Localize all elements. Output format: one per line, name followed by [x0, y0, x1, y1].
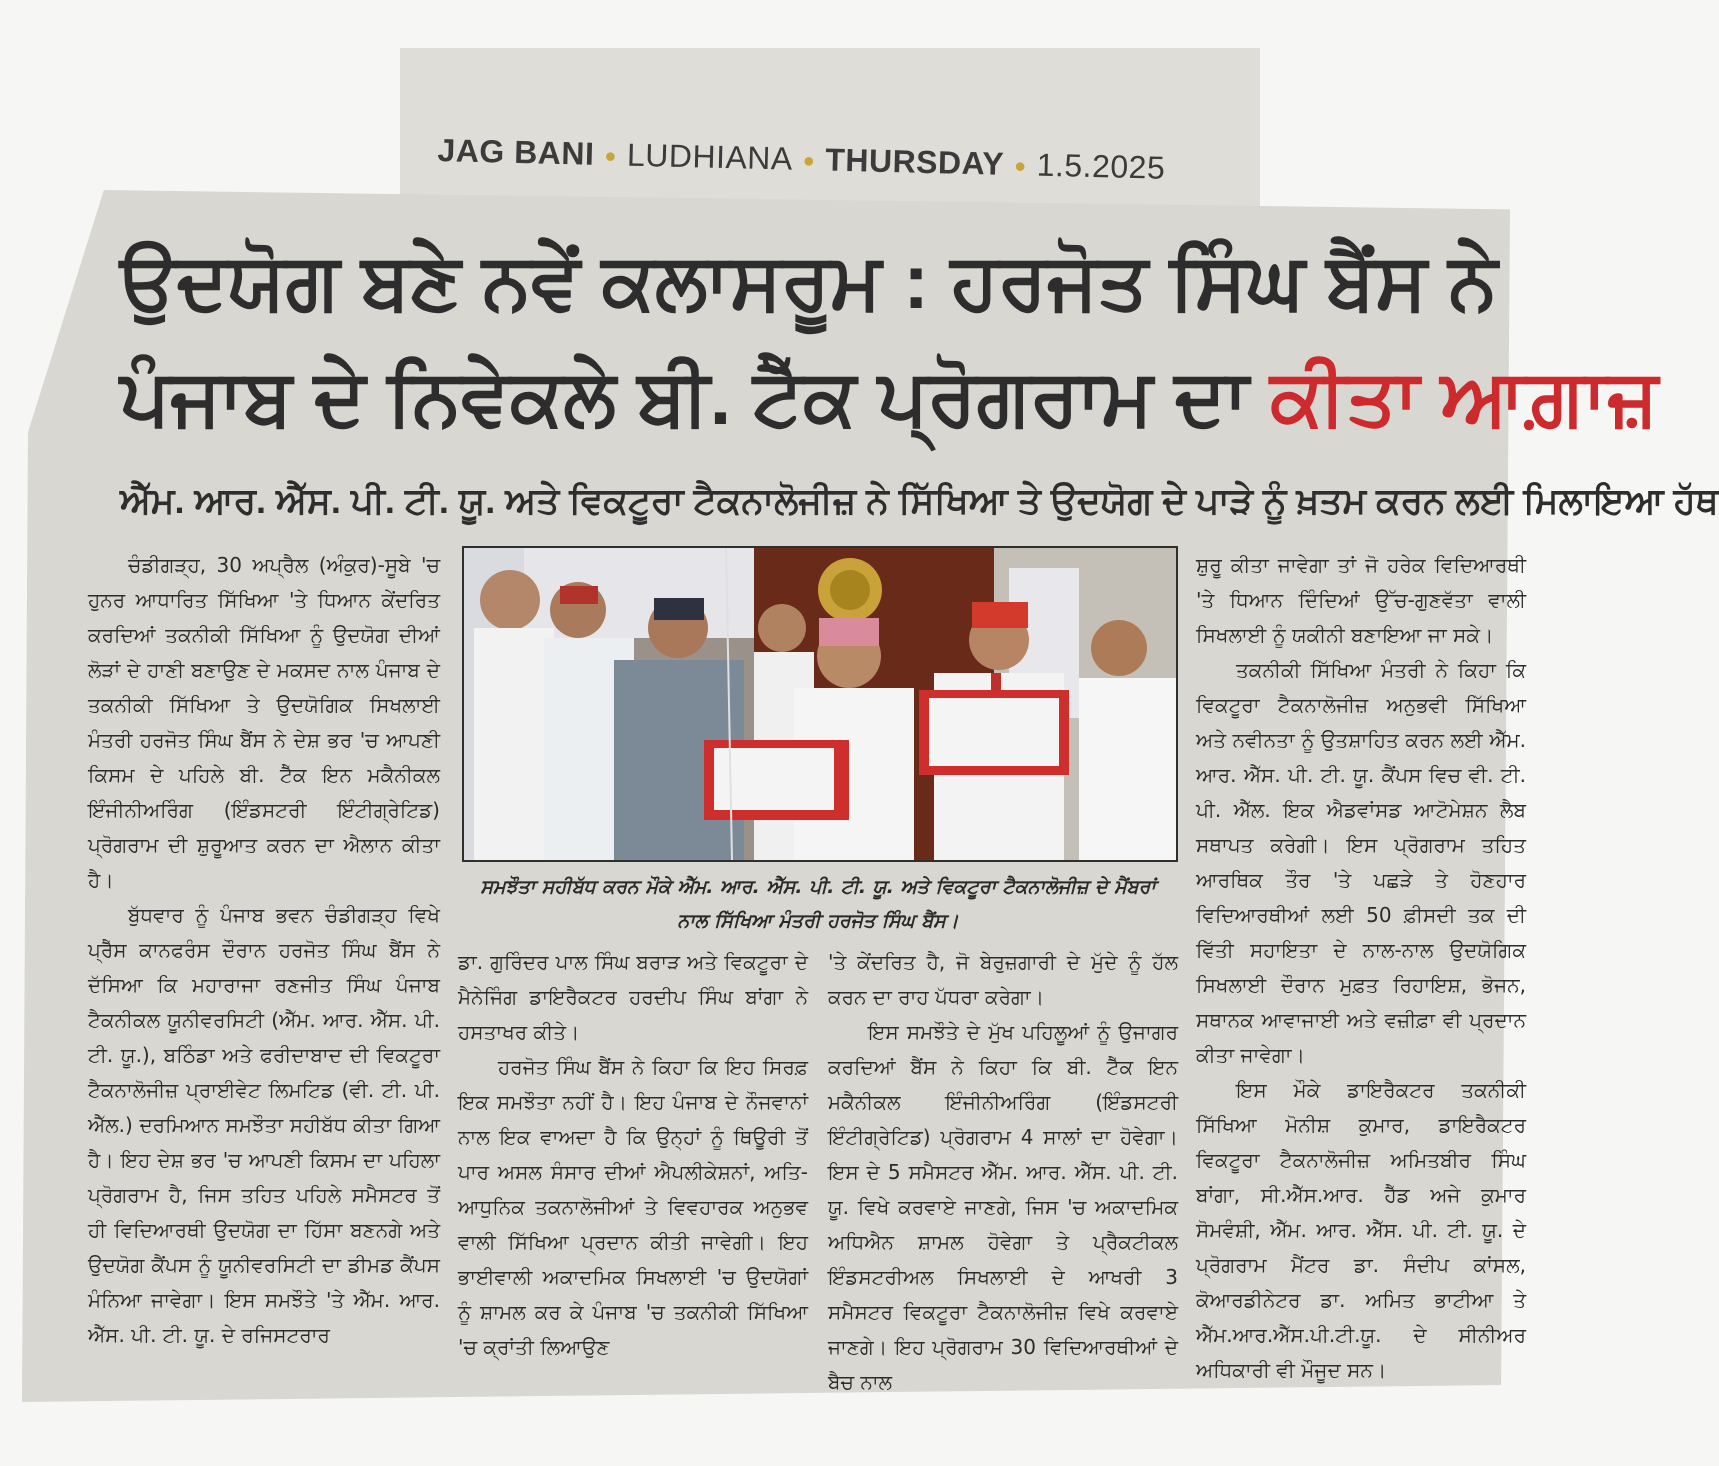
- article-column-4: [1196, 548, 1526, 1388]
- news-photo: [462, 546, 1178, 862]
- paragraph: ਹਰਜੋਤ ਸਿੰਘ ਬੈਂਸ ਨੇ ਕਿਹਾ ਕਿ ਇਹ ਸਿਰਫ਼ ਇਕ ਸਮਝੌਤਾ ਨਹੀਂ ਹੈ। ਇਹ ਪੰਜਾਬ ਦੇ ਨੌਜਵਾਨਾਂ ਨਾਲ ਇਕ ਵਾਅਦਾ ਹੈ ਕਿ ਉਨ੍ਹਾਂ ਨੂੰ ਥਿਊਰੀ ਤੋਂ ਪਾਰ ਅਸਲ ਸੰਸਾਰ ਦੀਆਂ ਐਪਲੀਕੇਸ਼ਨਾਂ, ਅਤਿ-ਆਧੁਨਿਕ ਤਕਨਾਲੋਜੀਆਂ ਤੇ ਵਿਵਹਾਰਕ ਅਨੁਭਵ ਵਾਲੀ ਸਿੱਖਿਆ ਪ੍ਰਦਾਨ ਕੀਤੀ ਜਾਵੇਗੀ। ਇਹ ਭਾਈਵਾਲੀ ਅਕਾਦਮਿਕ ਸਿਖਲਾਈ 'ਚ ਉਦਯੋਗਾਂ ਨੂੰ ਸ਼ਾਮਲ ਕਰ ਕੇ ਪੰਜਾਬ 'ਚ ਤਕਨੀਕੀ ਸਿੱਖਿਆ 'ਚ ਕ੍ਰਾਂਤੀ ਲਿਆਉਣ: [458, 1055, 808, 1359]
- paragraph: ਤਕਨੀਕੀ ਸਿੱਖਿਆ ਮੰਤਰੀ ਨੇ ਕਿਹਾ ਕਿ ਵਿਕਟੂਰਾ ਟੈਕਨਾਲੋਜੀਜ਼ ਅਨੁਭਵੀ ਸਿੱਖਿਆ ਅਤੇ ਨਵੀਨਤਾ ਨੂੰ ਉਤਸ਼ਾਹਿਤ ਕਰਨ ਲਈ ਐੱਮ. ਆਰ. ਐੱਸ. ਪੀ. ਟੀ. ਯੂ. ਕੈਂਪਸ ਵਿਚ ਵੀ. ਟੀ. ਪੀ. ਐੱਲ. ਇਕ ਐਡਵਾਂਸਡ ਆਟੋਮੇਸ਼ਨ ਲੈਬ ਸਥਾਪਤ ਕਰੇਗੀ। ਇਸ ਪ੍ਰੋਗਰਾਮ ਤਹਿਤ ਆਰਥਿਕ ਤੌਰ 'ਤੇ ਪਛੜੇ ਤੇ ਹੋਣਹਾਰ ਵਿਦਿਆਰਥੀਆਂ ਲਈ 50 ਫ਼ੀਸਦੀ ਤਕ ਦੀ ਵਿੱਤੀ ਸਹਾਇਤਾ ਦੇ ਨਾਲ-ਨਾਲ ਉਦਯੋਗਿਕ ਸਿਖਲਾਈ ਦੌਰਾਨ ਮੁਫ਼ਤ ਰਿਹਾਇਸ਼, ਭੋਜਨ, ਸਥਾਨਕ ਆਵਾਜਾਈ ਅਤੇ ਵਜ਼ੀਫ਼ਾ ਵੀ ਪ੍ਰਦਾਨ ਕੀਤਾ ਜਾਵੇਗਾ।: [1196, 658, 1526, 1067]
- masthead-date: 1.5.2025: [1036, 146, 1166, 186]
- headline-line-2: [120, 352, 1659, 452]
- paragraph: 'ਤੇ ਕੇਂਦਰਿਤ ਹੈ, ਜੋ ਬੇਰੁਜ਼ਗਾਰੀ ਦੇ ਮੁੱਦੇ ਨੂੰ ਹੱਲ ਕਰਨ ਦਾ ਰਾਹ ਪੱਧਰਾ ਕਰੇਗਾ।: [828, 950, 1178, 1009]
- photo-illustration: [464, 548, 1176, 860]
- paragraph: ਸ਼ੁਰੂ ਕੀਤਾ ਜਾਵੇਗਾ ਤਾਂ ਜੋ ਹਰੇਕ ਵਿਦਿਆਰਥੀ 'ਤੇ ਧਿਆਨ ਦਿੰਦਿਆਂ ਉੱਚ-ਗੁਣਵੱਤਾ ਵਾਲੀ ਸਿਖਲਾਈ ਨੂੰ ਯਕੀਨੀ ਬਣਾਇਆ ਜਾ ਸਕੇ।: [1196, 553, 1526, 647]
- subheadline: ਐੱਮ. ਆਰ. ਐੱਸ. ਪੀ. ਟੀ. ਯੂ. ਅਤੇ ਵਿਕਟੂਰਾ ਟੈਕਨਾਲੋਜੀਜ਼ ਨੇ ਸਿੱਖਿਆ ਤੇ ਉਦਯੋਗ ਦੇ ਪਾੜੇ ਨੂੰ ਖ਼ਤਮ ਕਰਨ ਲਈ ਮਿਲਾਇਆ ਹੱਥ: [120, 480, 1719, 521]
- photo-caption: ਸਮਝੌਤਾ ਸਹੀਬੱਧ ਕਰਨ ਮੌਕੇ ਐੱਮ. ਆਰ. ਐੱਸ. ਪੀ. ਟੀ. ਯੂ. ਅਤੇ ਵਿਕਟੂਰਾ ਟੈਕਨਾਲੋਜੀਜ਼ ਦੇ ਮੈਂਬਰਾਂ ਨਾਲ ਸਿੱਖਿਆ ਮੰਤਰੀ ਹਰਜੋਤ ਸਿੰਘ ਬੈਂਸ।: [480, 876, 1156, 932]
- paragraph: ਇਸ ਮੌਕੇ ਡਾਇਰੈਕਟਰ ਤਕਨੀਕੀ ਸਿੱਖਿਆ ਮੋਨੀਸ਼ ਕੁਮਾਰ, ਡਾਇਰੈਕਟਰ ਵਿਕਟੂਰਾ ਟੈਕਨਾਲੋਜੀਜ਼ ਅਮਿਤਬੀਰ ਸਿੰਘ ਬਾਂਗਾ, ਸੀ.ਐੱਸ.ਆਰ. ਹੈੱਡ ਅਜੇ ਕੁਮਾਰ ਸੋਮਵੰਸ਼ੀ, ਐੱਮ. ਆਰ. ਐੱਸ. ਪੀ. ਟੀ. ਯੂ. ਦੇ ਪ੍ਰੋਗਰਾਮ ਮੈਂਟਰ ਡਾ. ਸੰਦੀਪ ਕਾਂਸਲ, ਕੋਆਰਡੀਨੇਟਰ ਡਾ. ਅਮਿਤ ਭਾਟੀਆ ਤੇ ਐੱਮ.ਆਰ.ਐੱਸ.ਪੀ.ਟੀ.ਯੂ. ਦੇ ਸੀਨੀਅਰ ਅਧਿਕਾਰੀ ਵੀ ਮੌਜੂਦ ਸਨ।: [1196, 1078, 1526, 1382]
- separator-dot-icon: ●: [802, 149, 816, 173]
- headline-line-2-black: ਪੰਜਾਬ ਦੇ ਨਿਵੇਕਲੇ ਬੀ. ਟੈੱਕ ਪ੍ਰੋਗਰਾਮ ਦਾ: [120, 353, 1271, 441]
- article-column-2: [458, 945, 808, 1385]
- article-column-3: [828, 945, 1178, 1394]
- paragraph: ਚੰਡੀਗੜ੍ਹ, 30 ਅਪ੍ਰੈਲ (ਅੰਕੁਰ)-ਸੂਬੇ 'ਚ ਹੁਨਰ ਆਧਾਰਿਤ ਸਿੱਖਿਆ 'ਤੇ ਧਿਆਨ ਕੇਂਦਰਿਤ ਕਰਦਿਆਂ ਤਕਨੀਕੀ ਸਿੱਖਿਆ ਨੂੰ ਉਦਯੋਗ ਦੀਆਂ ਲੋੜਾਂ ਦੇ ਹਾਣੀ ਬਣਾਉਣ ਦੇ ਮਕਸਦ ਨਾਲ ਪੰਜਾਬ ਦੇ ਤਕਨੀਕੀ ਸਿੱਖਿਆ ਤੇ ਉਦਯੋਗਿਕ ਸਿਖਲਾਈ ਮੰਤਰੀ ਹਰਜੋਤ ਸਿੰਘ ਬੈਂਸ ਨੇ ਦੇਸ਼ ਭਰ 'ਚ ਆਪਣੀ ਕਿਸਮ ਦੇ ਪਹਿਲੇ ਬੀ. ਟੈੱਕ ਇਨ ਮਕੈਨੀਕਲ ਇੰਜੀਨੀਅਰਿੰਗ (ਇੰਡਸਟਰੀ ਇੰਟੀਗ੍ਰੇਟਿਡ) ਪ੍ਰੋਗਰਾਮ ਦੀ ਸ਼ੁਰੂਆਤ ਕਰਨ ਦਾ ਐਲਾਨ ਕੀਤਾ ਹੈ।: [88, 553, 440, 892]
- separator-dot-icon: ●: [1013, 155, 1027, 178]
- paragraph: ਇਸ ਸਮਝੌਤੇ ਦੇ ਮੁੱਖ ਪਹਿਲੂਆਂ ਨੂੰ ਉਜਾਗਰ ਕਰਦਿਆਂ ਬੈਂਸ ਨੇ ਕਿਹਾ ਕਿ ਬੀ. ਟੈੱਕ ਇਨ ਮਕੈਨੀਕਲ ਇੰਜੀਨੀਅਰਿੰਗ (ਇੰਡਸਟਰੀ ਇੰਟੀਗ੍ਰੇਟਿਡ) ਪ੍ਰੋਗਰਾਮ 4 ਸਾਲਾਂ ਦਾ ਹੋਵੇਗਾ। ਇਸ ਦੇ 5 ਸਮੈਸਟਰ ਐੱਮ. ਆਰ. ਐੱਸ. ਪੀ. ਟੀ. ਯੂ. ਵਿਖੇ ਕਰਵਾਏ ਜਾਣਗੇ, ਜਿਸ 'ਚ ਅਕਾਦਮਿਕ ਅਧਿਐਨ ਸ਼ਾਮਲ ਹੋਵੇਗਾ ਤੇ ਪ੍ਰੈਕਟੀਕਲ ਇੰਡਸਟਰੀਅਲ ਸਿਖਲਾਈ ਦੇ ਆਖਰੀ 3 ਸਮੈਸਟਰ ਵਿਕਟੂਰਾ ਟੈਕਨਾਲੋਜੀਜ਼ ਵਿਖੇ ਕਰਵਾਏ ਜਾਣਗੇ। ਇਹ ਪ੍ਰੋਗਰਾਮ 30 ਵਿਦਿਆਰਥੀਆਂ ਦੇ ਬੈਚ ਨਾਲ: [828, 1020, 1178, 1394]
- masthead-paper: JAG BANI: [437, 132, 595, 172]
- masthead-day: THURSDAY: [824, 141, 1005, 182]
- paragraph: ਡਾ. ਗੁਰਿੰਦਰ ਪਾਲ ਸਿੰਘ ਬਰਾੜ ਅਤੇ ਵਿਕਟੂਰਾ ਦੇ ਮੈਨੇਜਿੰਗ ਡਾਇਰੈਕਟਰ ਹਰਦੀਪ ਸਿੰਘ ਬਾਂਗਾ ਨੇ ਹਸਤਾਖਰ ਕੀਤੇ।: [458, 950, 808, 1044]
- article-column-1: [88, 548, 440, 1388]
- paragraph: ਬੁੱਧਵਾਰ ਨੂੰ ਪੰਜਾਬ ਭਵਨ ਚੰਡੀਗੜ੍ਹ ਵਿਖੇ ਪ੍ਰੈੱਸ ਕਾਨਫਰੰਸ ਦੌਰਾਨ ਹਰਜੋਤ ਸਿੰਘ ਬੈਂਸ ਨੇ ਦੱਸਿਆ ਕਿ ਮਹਾਰਾਜਾ ਰਣਜੀਤ ਸਿੰਘ ਪੰਜਾਬ ਟੈਕਨੀਕਲ ਯੂਨੀਵਰਸਿਟੀ (ਐੱਮ. ਆਰ. ਐੱਸ. ਪੀ. ਟੀ. ਯੂ.), ਬਠਿੰਡਾ ਅਤੇ ਫਰੀਦਾਬਾਦ ਦੀ ਵਿਕਟੂਰਾ ਟੈਕਨਾਲੋਜੀਜ਼ ਪ੍ਰਾਈਵੇਟ ਲਿਮਟਿਡ (ਵੀ. ਟੀ. ਪੀ. ਐੱਲ.) ਦਰਮਿਆਨ ਸਮਝੌਤਾ ਸਹੀਬੱਧ ਕੀਤਾ ਗਿਆ ਹੈ। ਇਹ ਦੇਸ਼ ਭਰ 'ਚ ਆਪਣੀ ਕਿਸਮ ਦਾ ਪਹਿਲਾ ਪ੍ਰੋਗਰਾਮ ਹੈ, ਜਿਸ ਤਹਿਤ ਪਹਿਲੇ ਸਮੈਸਟਰ ਤੋਂ ਹੀ ਵਿਦਿਆਰਥੀ ਉਦਯੋਗ ਦਾ ਹਿੱਸਾ ਬਣਨਗੇ ਅਤੇ ਉਦਯੋਗ ਕੈਂਪਸ ਨੂੰ ਯੂਨੀਵਰਸਿਟੀ ਦਾ ਡੀਮਡ ਕੈਂਪਸ ਮੰਨਿਆ ਜਾਵੇਗਾ। ਇਸ ਸਮਝੌਤੇ 'ਤੇ ਐੱਮ. ਆਰ. ਐੱਸ. ਪੀ. ਟੀ. ਯੂ. ਦੇ ਰਜਿਸਟਰਾਰ: [88, 903, 440, 1347]
- headline-line-1: ਉਦਯੋਗ ਬਣੇ ਨਵੇਂ ਕਲਾਸਰੂਮ : ਹਰਜੋਤ ਸਿੰਘ ਬੈਂਸ ਨੇ: [120, 237, 1498, 325]
- separator-dot-icon: ●: [604, 145, 618, 168]
- masthead-city: LUDHIANA: [626, 136, 794, 177]
- headline-line-2-red: ਕੀਤਾ ਆਗ਼ਾਜ਼: [1270, 353, 1659, 441]
